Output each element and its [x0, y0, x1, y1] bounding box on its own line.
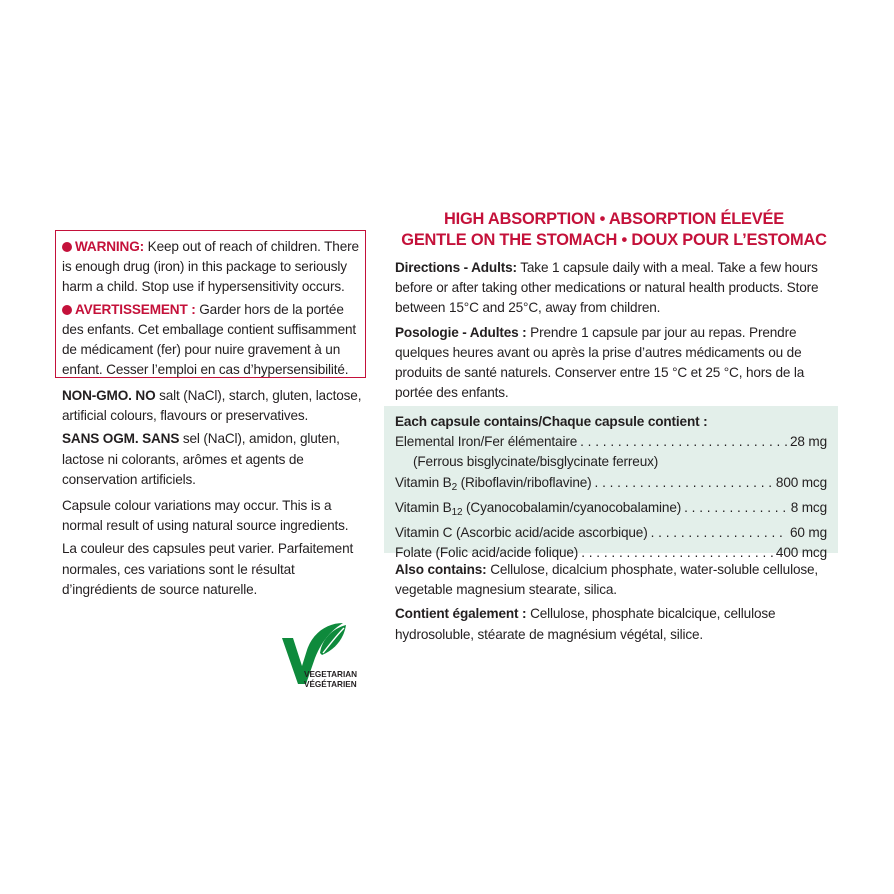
claim-line-2: GENTLE ON THE STOMACH • DOUX POUR L’ESTOMAC: [401, 231, 827, 249]
also-contains-en-text: Cellulose, dicalcium phosphate, water-soluble cellulose, vegetable magnesium stearate, silica.: [395, 562, 819, 598]
ingredient-row-iron: [395, 432, 827, 452]
dot-leader: [580, 432, 787, 452]
ingredient-name-rest: (Cyanocobalamin/cyanocobalamine): [462, 499, 682, 515]
also-contains-en: [395, 560, 835, 600]
ingredient-name-rest: (Riboflavin/riboflavine): [457, 474, 592, 490]
also-contains-fr: [395, 604, 835, 644]
ingredient-subscript: 12: [451, 506, 463, 518]
warning-en-text: Keep out of reach of children. There is enough drug (iron) in this package to seriously harm a child. Stop use if hypersensitivity occurs.: [62, 239, 359, 295]
directions-fr-label: Posologie - Adultes :: [395, 324, 527, 340]
ingredient-name: Elemental Iron/Fer élémentaire: [395, 434, 578, 450]
vegetarian-fr-text: VÉGÉTARIEN: [304, 680, 357, 689]
directions-en-label: Directions - Adults:: [395, 260, 517, 275]
also-contains-en-label: Also contains:: [395, 562, 487, 577]
ingredient-name: Folate (Folic acid/acide folique): [395, 545, 579, 561]
ingredient-note-iron: [395, 452, 827, 472]
directions-en: [395, 258, 835, 319]
ingredient-amount: 8 mcg: [790, 499, 827, 515]
warning-fr-label: AVERTISSEMENT :: [75, 301, 196, 317]
ingredient-name: [395, 473, 592, 498]
warning-en: [62, 237, 359, 298]
ingredient-name-prefix: Vitamin B: [395, 474, 452, 490]
capsule-colour-section: [62, 496, 372, 600]
directions-en-text: Take 1 capsule daily with a meal. Take a few hours before or after taking other medications or natural health products. Store between 15°C and 25°C, away from children.: [395, 260, 819, 316]
ingredients-panel: [384, 406, 838, 561]
directions-section: [395, 258, 835, 403]
dot-leader: [651, 523, 787, 543]
vegetarian-en-text: VEGETARIAN: [304, 670, 358, 679]
non-gmo-en: [62, 386, 372, 426]
ingredient-amount: 60 mg: [789, 525, 827, 541]
warning-fr: [62, 300, 359, 381]
directions-fr-text: Prendre 1 capsule par jour au repas. Prendre quelques heures avant ou après la prise d’autres médicaments ou de produits de santé naturels. Conserver entre 15 °C et 25 °C, hors de la portée des enfants.: [395, 324, 805, 401]
non-gmo-fr: [62, 429, 372, 490]
ingredient-amount: 28 mg: [789, 434, 827, 450]
claim-line-1: HIGH ABSORPTION • ABSORPTION ÉLEVÉE: [444, 210, 784, 228]
ingredient-subscript: 2: [451, 481, 457, 493]
non-gmo-fr-text: sel (NaCl), amidon, gluten, lactose ni colorants, arômes et agents de conservation artificiels.: [62, 431, 340, 487]
warning-en-label: WARNING:: [75, 239, 145, 254]
ingredient-name: [395, 498, 681, 523]
capsule-colour-fr: La couleur des capsules peut varier. Parfaitement normales, ces variations sont le résultat d’ingrédients de source naturelle.: [62, 541, 354, 597]
ingredient-row-c: [395, 523, 827, 543]
vegetarian-logo: [280, 620, 364, 692]
warning-dot-icon: [62, 305, 72, 315]
non-gmo-fr-label: SANS OGM. SANS: [62, 431, 180, 447]
also-contains-fr-label: Contient également :: [395, 606, 527, 622]
dot-leader: [684, 498, 788, 518]
non-gmo-en-text: salt (NaCl), starch, gluten, lactose, artificial colours, flavours or preservatives.: [62, 388, 362, 424]
dot-leader: [595, 473, 773, 493]
also-contains-fr-text: Cellulose, phosphate bicalcique, cellulose hydrosoluble, stéarate de magnésium végétal, silice.: [395, 606, 776, 642]
directions-fr: [395, 323, 835, 404]
product-claims: [384, 209, 844, 251]
ingredients-title: Each capsule contains/Chaque capsule contient :: [395, 414, 708, 429]
ingredient-name: Vitamin C (Ascorbic acid/acide ascorbique): [395, 525, 648, 541]
capsule-colour-en: Capsule colour variations may occur. This is a normal result of using natural source ingredients.: [62, 498, 349, 534]
non-gmo-en-label: NON-GMO. NO: [62, 388, 156, 403]
non-gmo-section: [62, 386, 372, 490]
also-contains-section: [395, 560, 835, 645]
ingredient-amount: 400 mcg: [775, 545, 827, 561]
warning-dot-icon: [62, 242, 72, 252]
ingredient-row-b2: [395, 473, 827, 498]
ingredient-name-prefix: Vitamin B: [395, 499, 452, 515]
warning-box: [55, 230, 366, 378]
ingredient-row-b12: [395, 498, 827, 523]
ingredient-note: (Ferrous bisglycinate/bisglycinate ferreux): [413, 454, 659, 470]
ingredient-amount: 800 mcg: [775, 474, 827, 490]
warning-fr-text: Garder hors de la portée des enfants. Cet emballage contient suffisamment de médicament (fer) pour nuire gravement à un enfant. Cesser l’emploi en cas d’hypersensibilité.: [62, 301, 357, 378]
